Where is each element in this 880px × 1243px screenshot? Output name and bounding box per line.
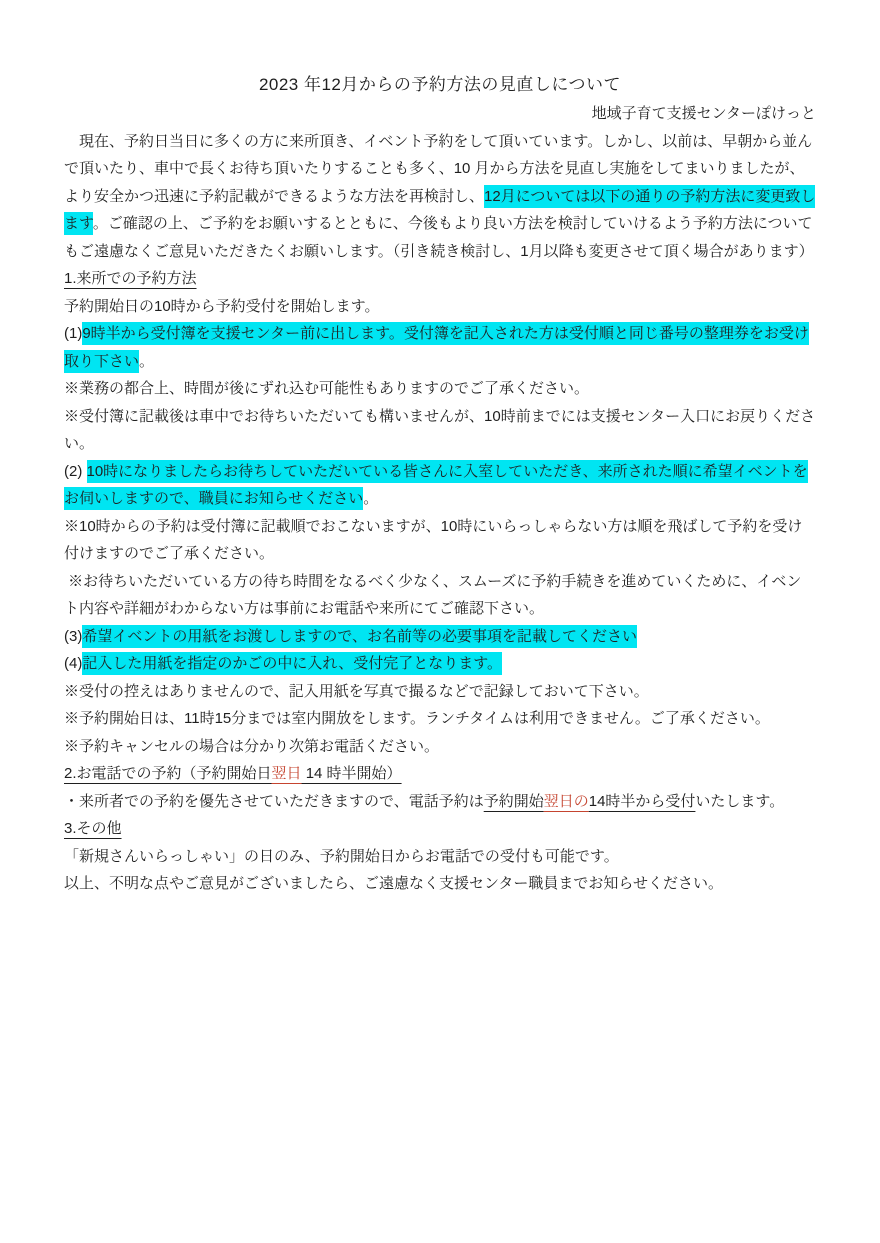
section2-body-underline-post: 14時半から受付 bbox=[588, 792, 696, 810]
item-1-note: ※業務の都合上、時間が後にずれ込む可能性もありますのでご了承ください。 bbox=[64, 380, 590, 397]
item-1-note: ※受付簿に記載後は車中でお待ちいただいても構いませんが、10時前までには支援センター入口にお戻りください。 bbox=[64, 407, 816, 452]
section1-heading-text: 1.来所での予約方法 bbox=[64, 270, 197, 287]
item-2-note: ※お待ちいただいている方の待ち時間をなるべく少なく、スムーズに予約手続きを進めていくために、イベント内容や詳細がわからない方は事前にお電話や来所にてご確認下さい。 bbox=[64, 572, 802, 617]
item-2-highlight: 10時になりましたらお待ちしていただいている皆さんに入室していただき、来所された順に希望イベントをお伺いしますので、職員にお知らせください bbox=[64, 460, 808, 511]
item-1-marker: (1) bbox=[64, 325, 83, 342]
author-line: 地域子育て支援センターぽけっと bbox=[591, 105, 816, 122]
section1-heading bbox=[64, 265, 816, 293]
section2-heading-post: 14 時半開始） bbox=[301, 765, 402, 782]
intro-text-pre: 現在、予約日当日に多くの方に来所頂き、イベント予約をして頂いています。しかし、以前は、早朝から並んで頂いたり、車中で長くお待ち頂いたりすることも多く、10 月から方法を見直し実施をしてまいりましたが、より安全かつ迅速に予約記載ができるような方法を再検討し、 bbox=[64, 132, 813, 205]
section1-item-4 bbox=[64, 650, 816, 678]
section2-body-pre: ・来所者での予約を優先させていただきますので、電話予約は bbox=[64, 792, 484, 810]
closing-line: 以上、不明な点やご意見がございましたら、ご遠慮なく支援センター職員までお知らせください。 bbox=[64, 875, 723, 892]
item-3-marker: (3) bbox=[64, 627, 83, 645]
item-1-after: 。 bbox=[139, 352, 155, 370]
section3-heading bbox=[64, 815, 816, 843]
section1-item-3 bbox=[64, 623, 816, 651]
intro-text-post: 。ご確認の上、ご予約をお願いするとともに、今後もより良い方法を検討していけるよう予約方法についてもご遠慮なくご意見いただきたくお願いします。（引き続き検討し、1月以降も変更させて頂く場合があります） bbox=[64, 215, 814, 260]
item-4-marker: (4) bbox=[64, 655, 83, 672]
item-2-after: 。 bbox=[363, 490, 379, 507]
item-4-note: ※予約キャンセルの場合は分かり次第お電話ください。 bbox=[64, 737, 440, 755]
section2-body bbox=[64, 788, 816, 816]
item-2-note: ※10時からの予約は受付簿に記載順でおこないますが、10時にいらっしゃらない方は順を飛ばして予約を受け付けますのでご了承ください。 bbox=[64, 517, 803, 562]
item-4-highlight: 記入した用紙を指定のかごの中に入れ、受付完了となります。 bbox=[82, 652, 502, 675]
item-4-note: ※受付の控えはありませんので、記入用紙を写真で撮るなどで記録しておいて下さい。 bbox=[64, 682, 649, 700]
section2-heading-red: 翌日 bbox=[271, 765, 302, 782]
intro-paragraph bbox=[64, 128, 816, 266]
section3-heading-text: 3.その他 bbox=[64, 820, 122, 837]
item-2-marker: (2) bbox=[64, 462, 87, 480]
section2-body-red: 翌日の bbox=[543, 792, 589, 810]
section2-body-underline-pre: 予約開始 bbox=[483, 792, 544, 810]
section1-item-1 bbox=[64, 320, 816, 375]
section2-heading-pre: 2.お電話での予約（予約開始日 bbox=[64, 765, 272, 782]
section2-body-post: いたします。 bbox=[695, 792, 785, 810]
document-title: 2023 年12月からの予約方法の見直しについて bbox=[258, 75, 622, 94]
section1-lead: 予約開始日の10時から予約受付を開始します。 bbox=[64, 297, 380, 315]
item-1-highlight: 9時半から受付簿を支援センター前に出します。受付簿を記入された方は受付順と同じ番号の整理券をお受け取り下さい bbox=[64, 322, 809, 373]
section1-item-2 bbox=[64, 458, 816, 513]
section3-body: 「新規さんいらっしゃい」の日のみ、予約開始日からお電話での受付も可能です。 bbox=[64, 847, 619, 865]
intro-highlight: 12月については以下の通りの予約方法に変更致します bbox=[64, 185, 815, 236]
item-4-note: ※予約開始日は、11時15分までは室内開放をします。ランチタイムは利用できません。ご了承ください。 bbox=[64, 710, 770, 727]
section2-heading bbox=[64, 760, 816, 788]
item-3-highlight: 希望イベントの用紙をお渡ししますので、お名前等の必要事項を記載してください bbox=[82, 625, 637, 648]
